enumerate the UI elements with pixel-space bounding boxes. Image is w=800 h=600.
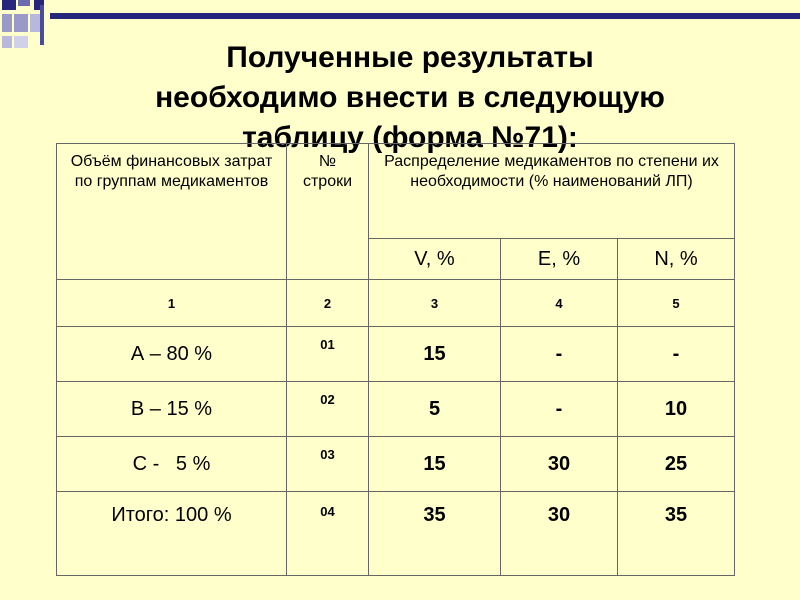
row-group-label: Итого: 100 % xyxy=(57,492,287,576)
slide-title xyxy=(60,38,760,158)
cell-e: - xyxy=(501,327,618,382)
header-v-percent: V, % xyxy=(369,239,501,280)
column-number: 2 xyxy=(287,280,369,327)
cell-n: 10 xyxy=(618,382,735,437)
decor-square xyxy=(18,0,30,6)
row-group-label: В – 15 % xyxy=(57,382,287,437)
decor-square xyxy=(2,0,16,10)
cell-v: 15 xyxy=(369,437,501,492)
cell-n: 25 xyxy=(618,437,735,492)
column-number: 4 xyxy=(501,280,618,327)
decor-square xyxy=(14,36,28,48)
header-cost-by-group: Объём финансовых затрат по группам медикаментов xyxy=(57,144,287,280)
numbering-row xyxy=(57,280,735,327)
header-n-percent: N, % xyxy=(618,239,735,280)
decor-square xyxy=(2,14,12,32)
row-code: 01 xyxy=(287,327,369,382)
column-number: 3 xyxy=(369,280,501,327)
decor-square xyxy=(14,14,28,32)
table-row-total xyxy=(57,492,735,576)
decor-rule xyxy=(40,5,44,45)
header-e-percent: E, % xyxy=(501,239,618,280)
row-code: 04 xyxy=(287,492,369,576)
column-number: 1 xyxy=(57,280,287,327)
title-line: необходимо внести в следующую xyxy=(155,81,665,114)
row-code: 02 xyxy=(287,382,369,437)
cell-e: - xyxy=(501,382,618,437)
header-row-number: № строки xyxy=(287,144,369,280)
cell-n: - xyxy=(618,327,735,382)
cell-v: 15 xyxy=(369,327,501,382)
decor-rule xyxy=(50,13,800,19)
row-code: 03 xyxy=(287,437,369,492)
header-distribution: Распределение медикаментов по степени их необходимости (% наименований ЛП) xyxy=(369,144,735,239)
cell-v: 35 xyxy=(369,492,501,576)
cell-n: 35 xyxy=(618,492,735,576)
cell-v: 5 xyxy=(369,382,501,437)
table-row xyxy=(57,437,735,492)
title-line: таблицу (форма №71): xyxy=(242,121,578,154)
cell-e: 30 xyxy=(501,437,618,492)
column-number: 5 xyxy=(618,280,735,327)
row-group-label: А – 80 % xyxy=(57,327,287,382)
row-group-label: С - 5 % xyxy=(57,437,287,492)
header-row xyxy=(57,144,735,239)
title-line: Полученные результаты xyxy=(226,41,594,74)
cell-e: 30 xyxy=(501,492,618,576)
table-row xyxy=(57,382,735,437)
form-71-table xyxy=(56,143,735,576)
decor-square xyxy=(2,36,12,48)
table-row xyxy=(57,327,735,382)
